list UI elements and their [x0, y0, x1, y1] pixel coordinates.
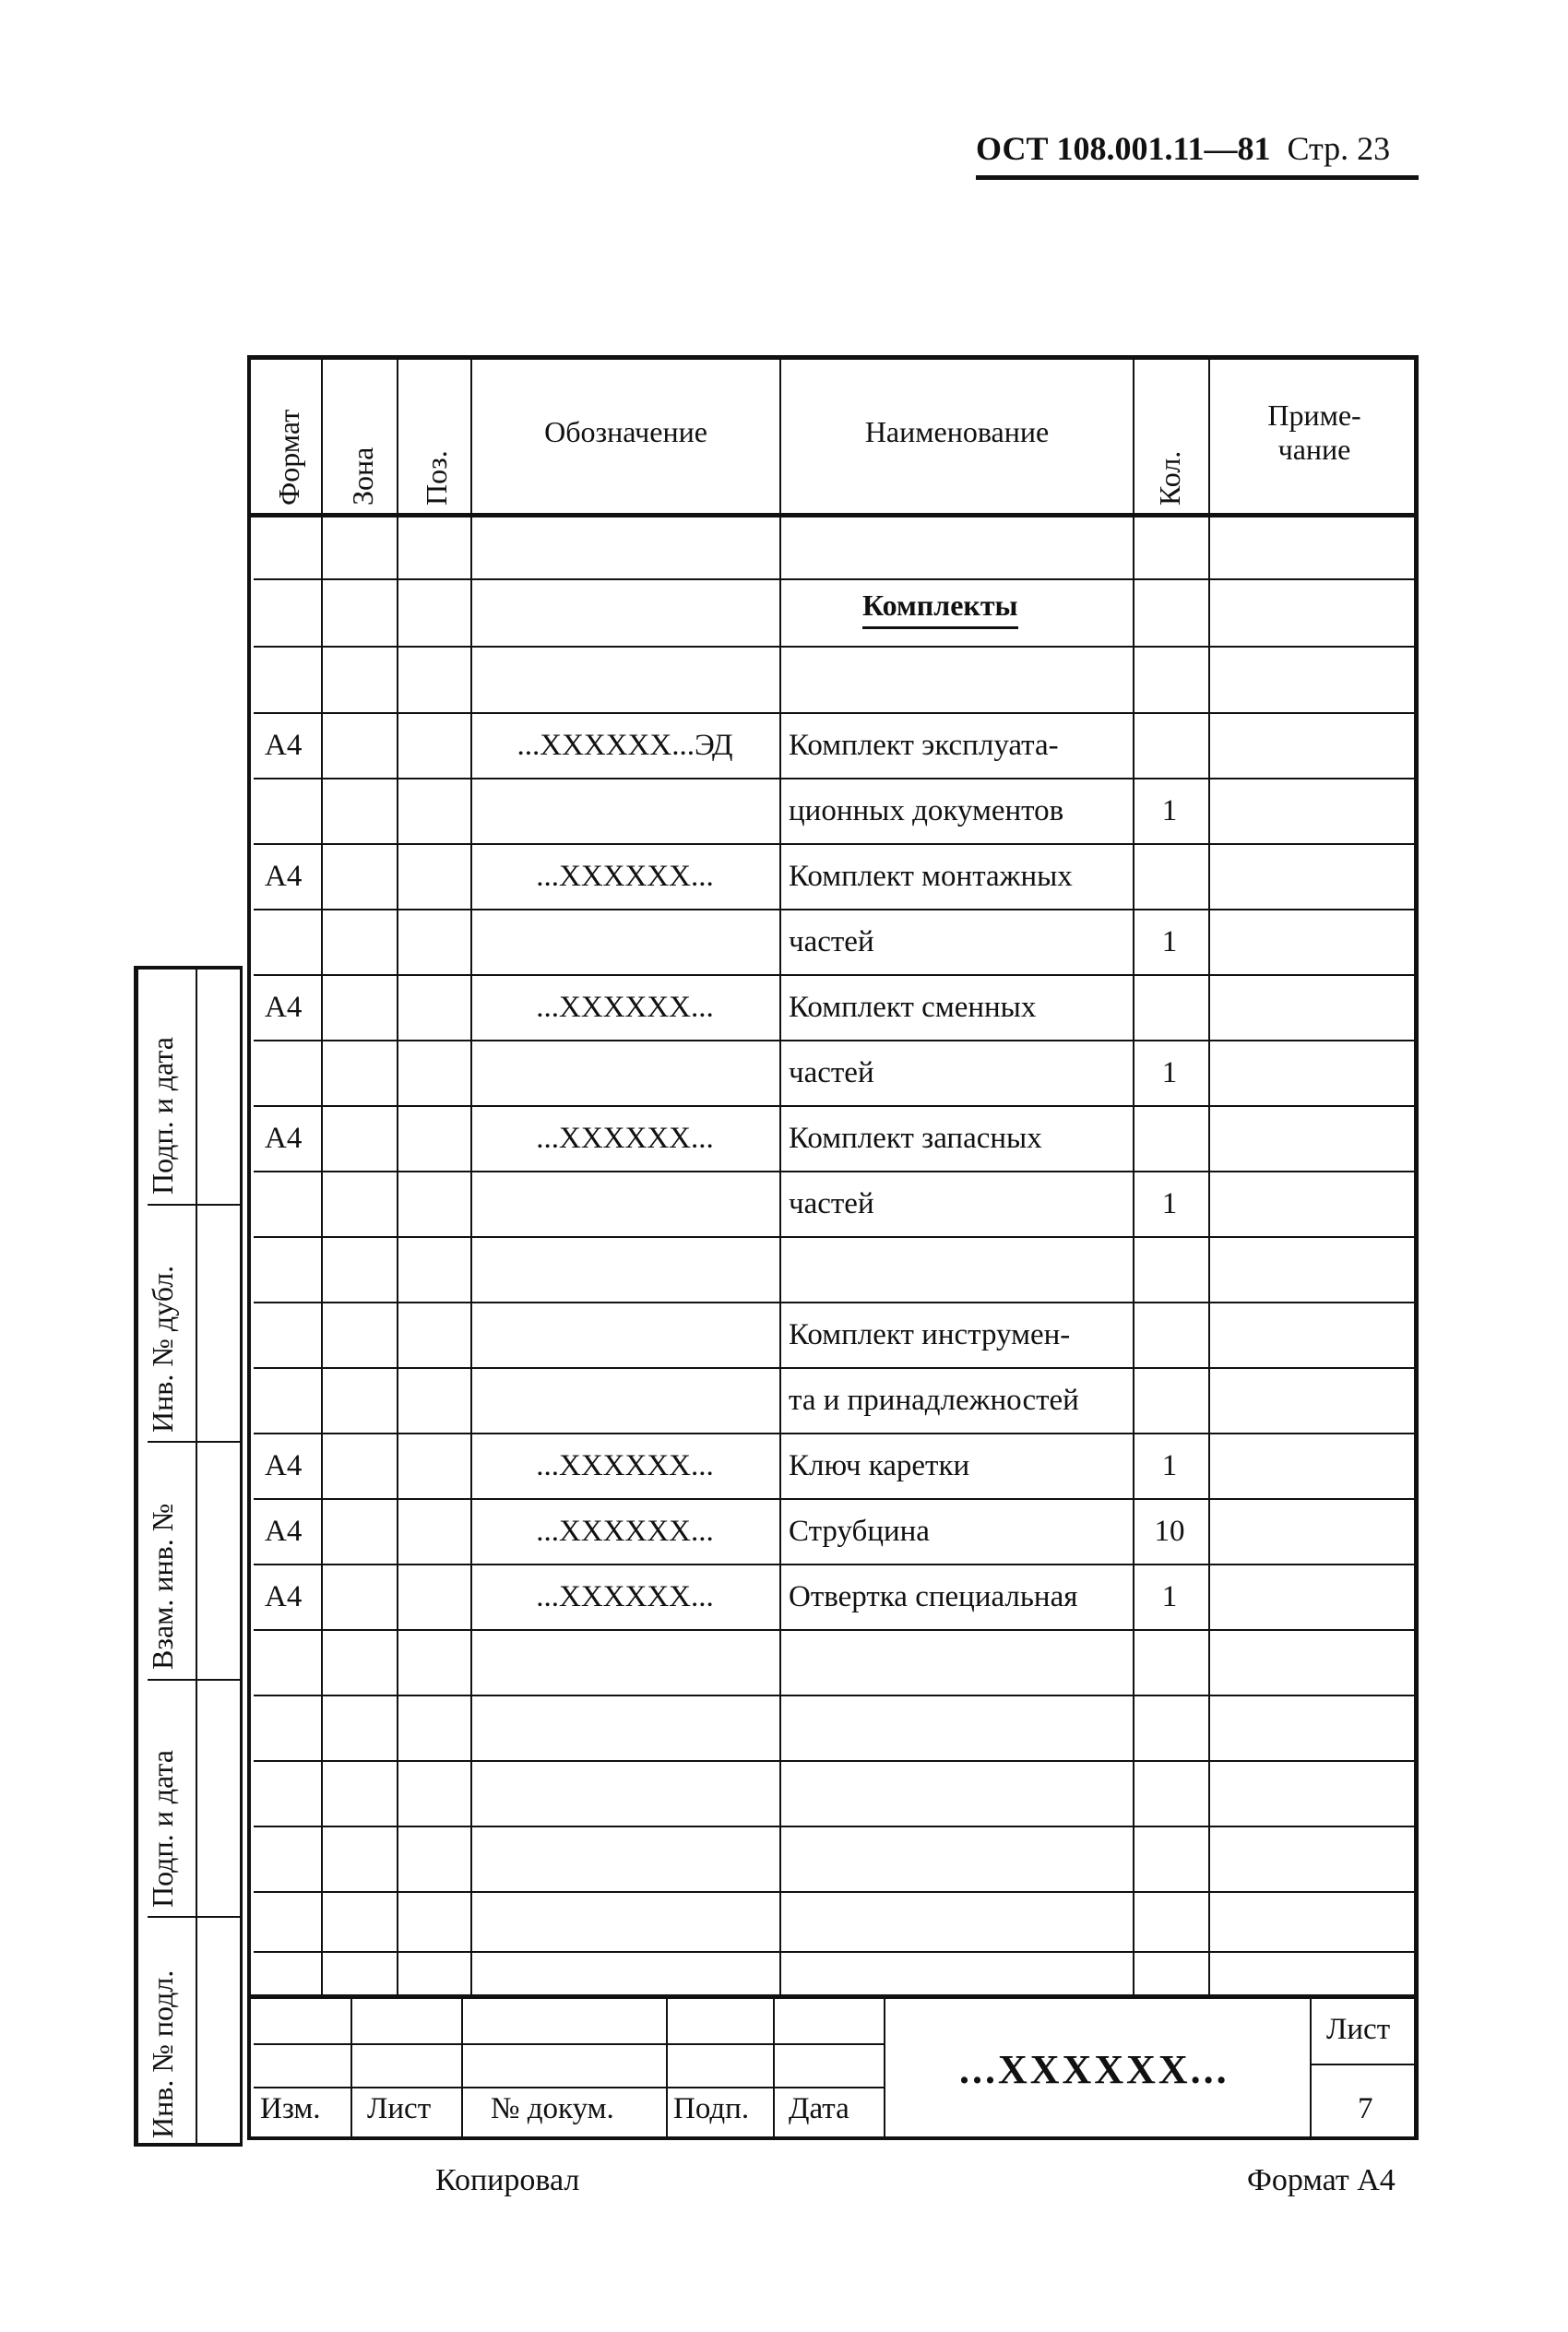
column-header-qty: Кол. — [1153, 450, 1186, 506]
row-designation: ...XXXXXX... — [536, 1580, 714, 1613]
row-line — [254, 578, 1416, 580]
column-header-zone: Зона — [346, 446, 379, 506]
title-block-divider — [350, 1994, 352, 2140]
row-line — [254, 974, 1416, 976]
row-designation: ...XXXXXX... — [536, 1449, 714, 1482]
row-name: Ключ каретки — [789, 1449, 970, 1482]
row-line — [254, 712, 1416, 714]
row-format: А4 — [265, 729, 303, 762]
col-divider — [1133, 355, 1134, 1994]
page-number: Стр. 23 — [1287, 130, 1391, 167]
row-format: А4 — [265, 860, 303, 893]
title-block-divider — [666, 1994, 668, 2140]
column-header-name: Наименование — [864, 415, 1050, 448]
column-header-note: Приме- чание — [1267, 399, 1361, 466]
approval-strip-divider — [148, 1204, 243, 1206]
header-rule — [976, 175, 1419, 180]
row-name: Комплект запасных — [789, 1122, 1042, 1155]
row-qty: 10 — [1154, 1515, 1185, 1548]
row-format: А4 — [265, 1515, 303, 1548]
column-header-format: Формат — [272, 409, 305, 506]
title-block-line — [1312, 2064, 1419, 2065]
row-line — [254, 1951, 1416, 1953]
col-divider — [321, 355, 323, 1994]
row-line — [254, 1695, 1416, 1696]
row-designation: ...XXXXXX... — [536, 860, 714, 893]
footer-format: Формат А4 — [1247, 2163, 1396, 2197]
side-label-sign-date-2: Подп. и дата — [146, 1750, 179, 1908]
row-line — [254, 1171, 1416, 1172]
row-designation: ...XXXXXX... — [536, 1515, 714, 1548]
title-block-line — [254, 2043, 884, 2045]
row-name: частей — [789, 1056, 874, 1089]
title-block-divider — [1310, 1994, 1312, 2140]
row-qty: 1 — [1161, 1056, 1178, 1089]
row-name: Отвертка специальная — [789, 1580, 1078, 1613]
row-line — [254, 1564, 1416, 1565]
col-divider — [470, 355, 472, 1994]
sheet-number: 7 — [1358, 2092, 1373, 2125]
row-name: Комплект эксплуата- — [789, 729, 1059, 762]
title-list-label: Лист — [367, 2092, 432, 2125]
row-designation: ...XXXXXX... — [536, 1122, 714, 1155]
title-block-divider — [884, 1994, 885, 2140]
row-name: частей — [789, 1187, 874, 1220]
title-block-border — [247, 1994, 1419, 1999]
row-name: Струбцина — [789, 1515, 930, 1548]
row-line — [254, 1367, 1416, 1369]
row-line — [254, 1760, 1416, 1762]
approval-strip-divider — [148, 1679, 243, 1681]
row-format: А4 — [265, 1122, 303, 1155]
approval-strip-divider — [196, 966, 197, 2147]
row-qty: 1 — [1161, 925, 1178, 958]
row-line — [254, 1302, 1416, 1303]
row-name: Комплект сменных — [789, 991, 1037, 1024]
row-designation: ...XXXXXX...ЭД — [517, 729, 733, 762]
row-qty: 1 — [1161, 1449, 1178, 1482]
row-qty: 1 — [1161, 1580, 1178, 1613]
page-header — [976, 129, 1419, 168]
row-name: частей — [789, 925, 874, 958]
row-qty: 1 — [1161, 1187, 1178, 1220]
row-line — [254, 1105, 1416, 1107]
col-divider — [779, 355, 781, 1994]
title-doc-no-label: № докум. — [491, 2092, 614, 2125]
title-block-divider — [773, 1994, 775, 2140]
title-block-divider — [461, 1994, 463, 2140]
col-divider — [397, 355, 398, 1994]
title-block-line — [254, 2087, 884, 2088]
approval-strip-divider — [148, 1916, 243, 1918]
title-sign-label: Подп. — [673, 2092, 750, 2125]
approval-strip-divider — [148, 1441, 243, 1443]
side-label-orig-inv: Инв. № подл. — [146, 1969, 179, 2138]
footer-copied: Копировал — [435, 2163, 580, 2197]
specification-table — [247, 355, 1419, 2140]
row-line — [254, 909, 1416, 910]
row-line — [254, 1040, 1416, 1041]
section-title: Комплекты — [862, 589, 1018, 629]
row-format: А4 — [265, 991, 303, 1024]
side-label-sign-date: Подп. и дата — [146, 1037, 179, 1195]
column-header-designation: Обозначение — [544, 415, 707, 448]
side-label-dup-inv: Инв. № дубл. — [146, 1265, 179, 1433]
row-line — [254, 1498, 1416, 1500]
row-name: Комплект инструмен- — [789, 1318, 1071, 1351]
column-header-pos: Поз. — [420, 450, 453, 506]
row-line — [254, 1826, 1416, 1827]
row-name: та и принадлежностей — [789, 1384, 1079, 1417]
sheet-label: Лист — [1326, 2013, 1391, 2046]
row-line — [254, 1629, 1416, 1631]
title-designation: ...XXXXXX... — [959, 2047, 1229, 2092]
title-izm-label: Изм. — [260, 2092, 321, 2125]
col-divider — [1208, 355, 1210, 1994]
row-qty: 1 — [1161, 794, 1178, 827]
header-row-border — [247, 513, 1419, 518]
title-date-label: Дата — [789, 2092, 849, 2125]
row-format: А4 — [265, 1449, 303, 1482]
row-line — [254, 646, 1416, 648]
row-name: ционных документов — [789, 794, 1064, 827]
row-line — [254, 843, 1416, 845]
row-name: Комплект монтажных — [789, 860, 1073, 893]
row-line — [254, 1891, 1416, 1893]
row-designation: ...XXXXXX... — [536, 991, 714, 1024]
row-line — [254, 778, 1416, 779]
standard-number: ОСТ 108.001.11—81 — [976, 130, 1271, 167]
side-label-repl-inv: Взам. инв. № — [146, 1503, 179, 1670]
row-line — [254, 1236, 1416, 1238]
row-format: А4 — [265, 1580, 303, 1613]
row-line — [254, 1433, 1416, 1434]
